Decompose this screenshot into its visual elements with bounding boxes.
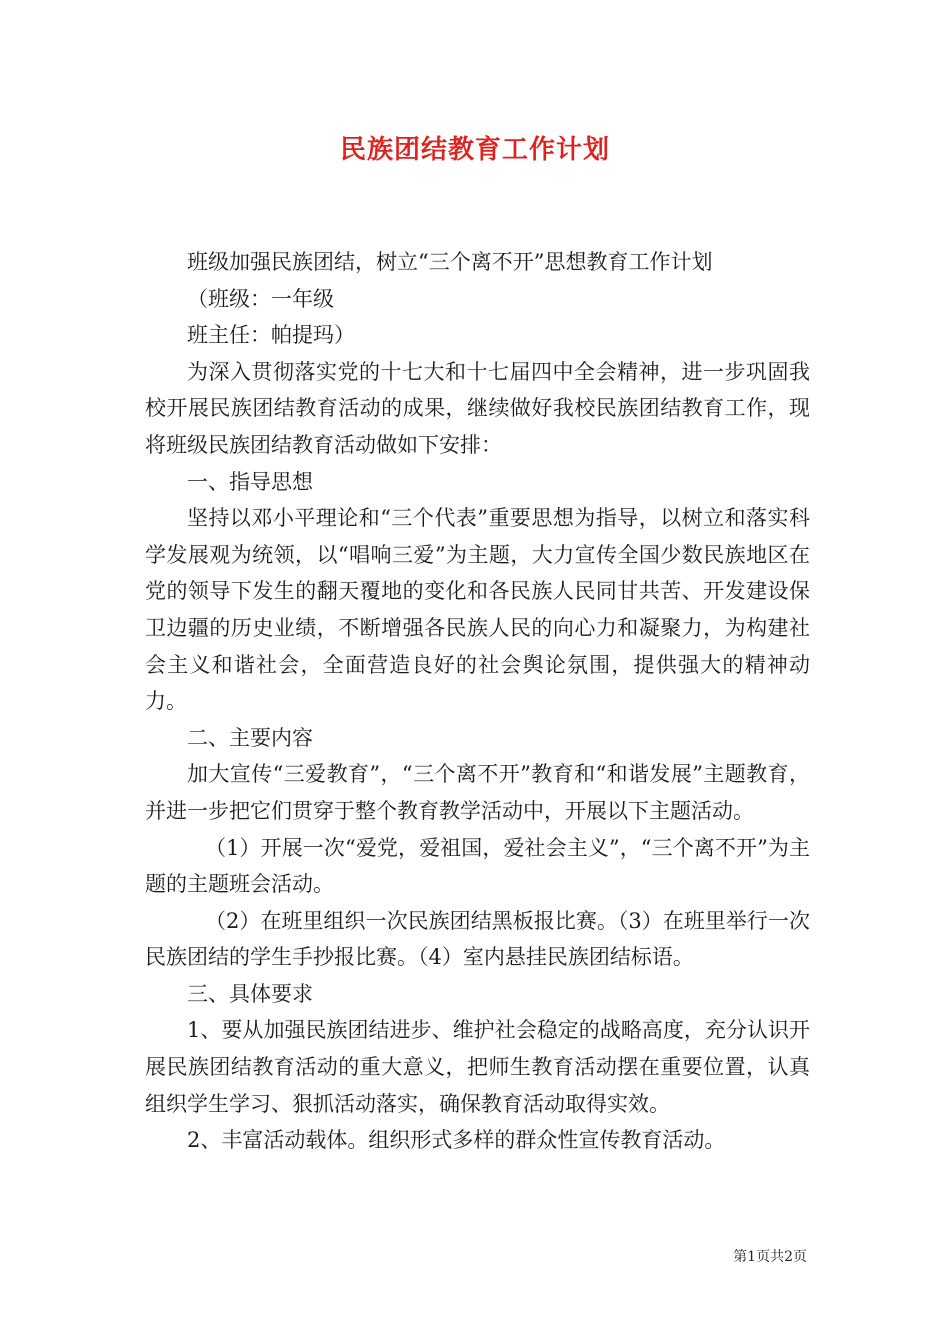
paragraph-guiding: 坚持以邓小平理论和“三个代表”重要思想为指导，以树立和落实科学发展观为统领，以“唱响三爱”为主题，大力宣传全国少数民族地区在党的领导下发生的翻天覆地的变化和各民族人民同甘共苦、开发建设保卫边疆的历史业绩，不断增强各民族人民的向心力和凝聚力，为构建社会主义和谐社会，全面营造良好的社会舆论氛围，提供强大的精神动力。 bbox=[145, 506, 810, 714]
section-heading-requirements: 三、具体要求 bbox=[187, 981, 313, 1006]
paragraph-activity-1: （1）开展一次“爱党，爱祖国，爱社会主义”，“三个离不开”为主题的主题班会活动。 bbox=[145, 835, 810, 897]
page-number: 第1页共2页 bbox=[733, 1249, 807, 1265]
paragraph-content: 加大宣传“三爱教育”，“三个离不开”教育和“和谐发展”主题教育，并进一步把它们贯穿于整个教育教学活动中，开展以下主题活动。 bbox=[145, 762, 810, 823]
paragraph-intro: 为深入贯彻落实党的十七大和十七届四中全会精神，进一步巩固我校开展民族团结教育活动的成果，继续做好我校民族团结教育工作，现将班级民族团结教育活动做如下安排： bbox=[145, 359, 810, 457]
paragraph-activity-2-4: （2）在班里组织一次民族团结黑板报比赛。（3）在班里举行一次民族团结的学生手抄报比赛。（4）室内悬挂民族团结标语。 bbox=[145, 908, 810, 970]
document-title: 民族团结教育工作计划 bbox=[339, 135, 610, 165]
paragraph-subtitle: 班级加强民族团结，树立“三个离不开”思想教育工作计划 bbox=[187, 250, 713, 274]
paragraph-class: （班级：一年级 bbox=[187, 286, 334, 311]
section-heading-content: 二、主要内容 bbox=[187, 725, 313, 750]
document-body bbox=[145, 244, 810, 1159]
paragraph-requirement-1: 1、要从加强民族团结进步、维护社会稳定的战略高度，充分认识开展民族团结教育活动的重大意义，把师生教育活动摆在重要位置，认真组织学生学习、狠抓活动落实，确保教育活动取得实效。 bbox=[145, 1018, 810, 1116]
paragraph-teacher: 班主任：帕提玛） bbox=[187, 323, 355, 348]
section-heading-guiding: 一、指导思想 bbox=[187, 469, 313, 494]
paragraph-requirement-2: 2、丰富活动载体。组织形式多样的群众性宣传教育活动。 bbox=[187, 1128, 726, 1153]
